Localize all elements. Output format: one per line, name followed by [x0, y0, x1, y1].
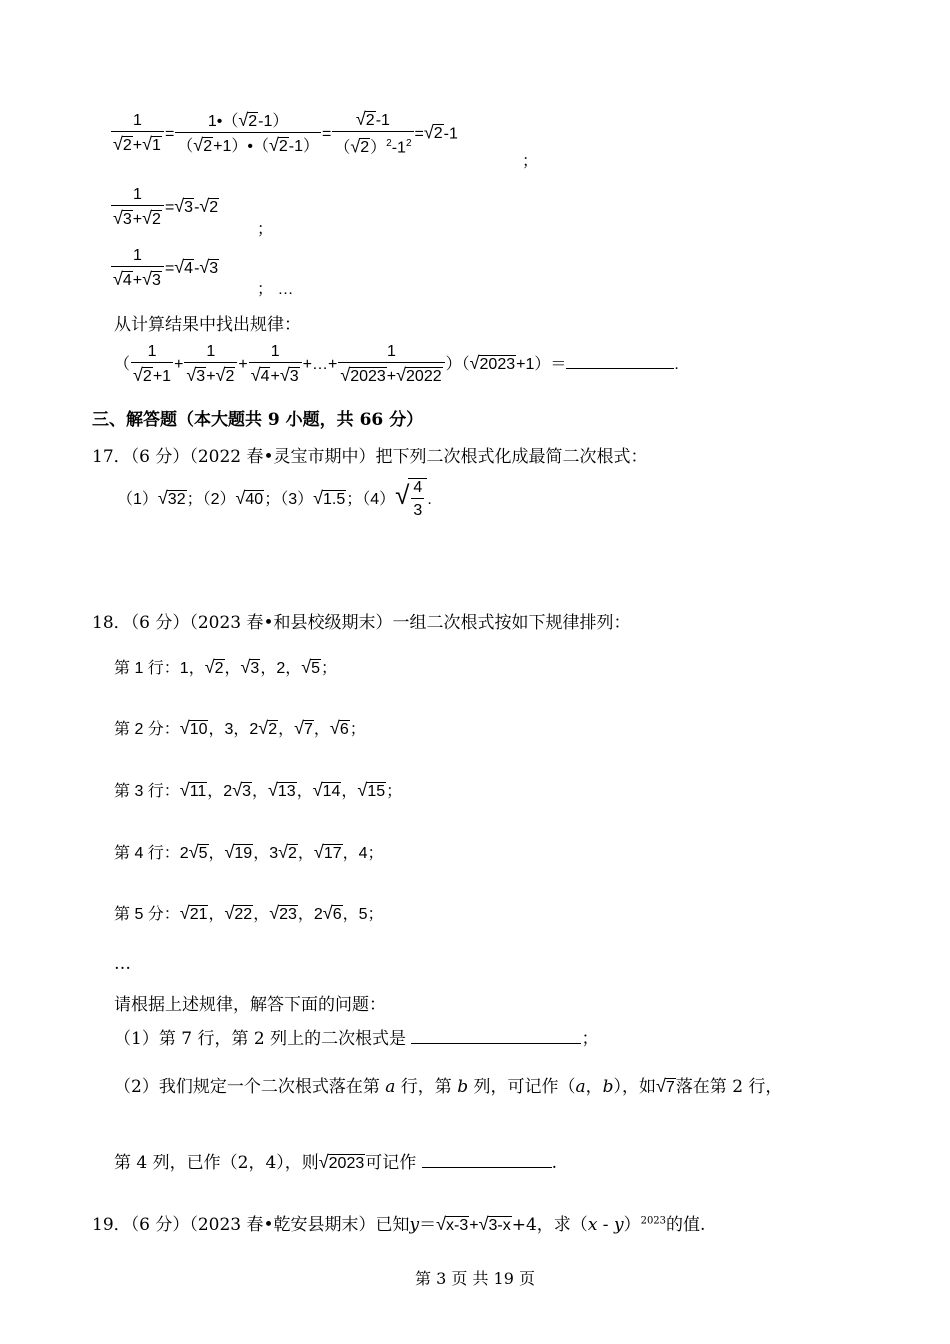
q19: 19．（6 分）（2023 春•乾安县期末）已知y＝√x-3+√3-x+4，求（x - y）$^{2023}$的值.: [92, 1214, 706, 1235]
fraction: $\frac{1•(√2-1)}{(√2+1)•(√2-1)}$: [177, 110, 319, 156]
answer-blank[interactable]: [411, 1043, 581, 1044]
semicolon-ellipsis: ； …: [257, 281, 294, 298]
semicolon: ；: [257, 221, 274, 238]
q18-row-2: 第 2 分：√10，3，2√2，√7，√6；: [114, 718, 366, 738]
example-row-3: $\frac{1}{√4+√3}$ =√4-√3: [113, 247, 219, 289]
sum-expression: （ $\frac{1}{√2+1}$ + $\frac{1}{√3+√2}$ + $\frac{1}{√4+√3}$ +…+ $\frac{1}{√2023+√2022}$ ）（√2023+1）＝ .: [114, 343, 679, 385]
q18-header: 18．（6 分）（2023 春•和县校级期末）一组二次根式按如下规律排列：: [92, 613, 631, 633]
q18-row-4: 第 4 行：2√5，√19，3√2，√17，4；: [114, 842, 384, 862]
q17-items: （1）√32；（2）√40；（3）√1.5；（4）√ $\frac{4}{3}$ .: [117, 479, 432, 519]
q18-row-1: 第 1 行：1，√2，√3，2，√5；: [114, 657, 338, 677]
answer-blank[interactable]: [566, 368, 674, 369]
fraction: $\frac{√2-1}{(√2)^2-1^2}$: [334, 109, 412, 157]
page-footer: 第 3 页 共 19 页: [415, 1269, 535, 1288]
q17-header: 17．（6 分）（2022 春•灵宝市期中）把下列二次根式化成最简二次根式：: [92, 447, 648, 467]
answer-blank[interactable]: [422, 1167, 552, 1168]
q18-prompt: 请根据上述规律，解答下面的问题：: [114, 995, 386, 1015]
q18-sub2: （2）我们规定一个二次根式落在第 a 行，第 b 列，可记作（a，b），如√7落在第 2 行，: [114, 1076, 783, 1097]
example-row-2: $\frac{1}{√3+√2}$ =√3-√2: [113, 186, 219, 228]
fraction: $\frac{1}{√2+√1}$: [111, 112, 164, 156]
rule-text: 从计算结果中找出规律：: [114, 315, 301, 335]
semicolon: ；: [522, 153, 539, 170]
q18-row-5: 第 5 分：√21，√22，√23，2√6，5；: [114, 903, 384, 923]
q18-sub2-line2: 第 4 列，已作（2，4），则√2023可记作 .: [114, 1152, 558, 1173]
q18-ellipsis: …: [114, 954, 131, 974]
section-title: 三、解答题（本大题共 9 小题，共 66 分）: [92, 410, 424, 430]
q18-sub1: （1）第 7 行，第 2 列上的二次根式是 ；: [114, 1029, 599, 1049]
example-row-1: $\frac{1}{√2+√1}$ = $\frac{1•(√2-1)}{(√2+1)•(√2-1)}$ = $\frac{√2-1}{(√2)^2-1^2}$ =√2-1: [113, 109, 458, 157]
q18-row-3: 第 3 行：√11，2√3，√13，√14，√15；: [114, 780, 403, 800]
